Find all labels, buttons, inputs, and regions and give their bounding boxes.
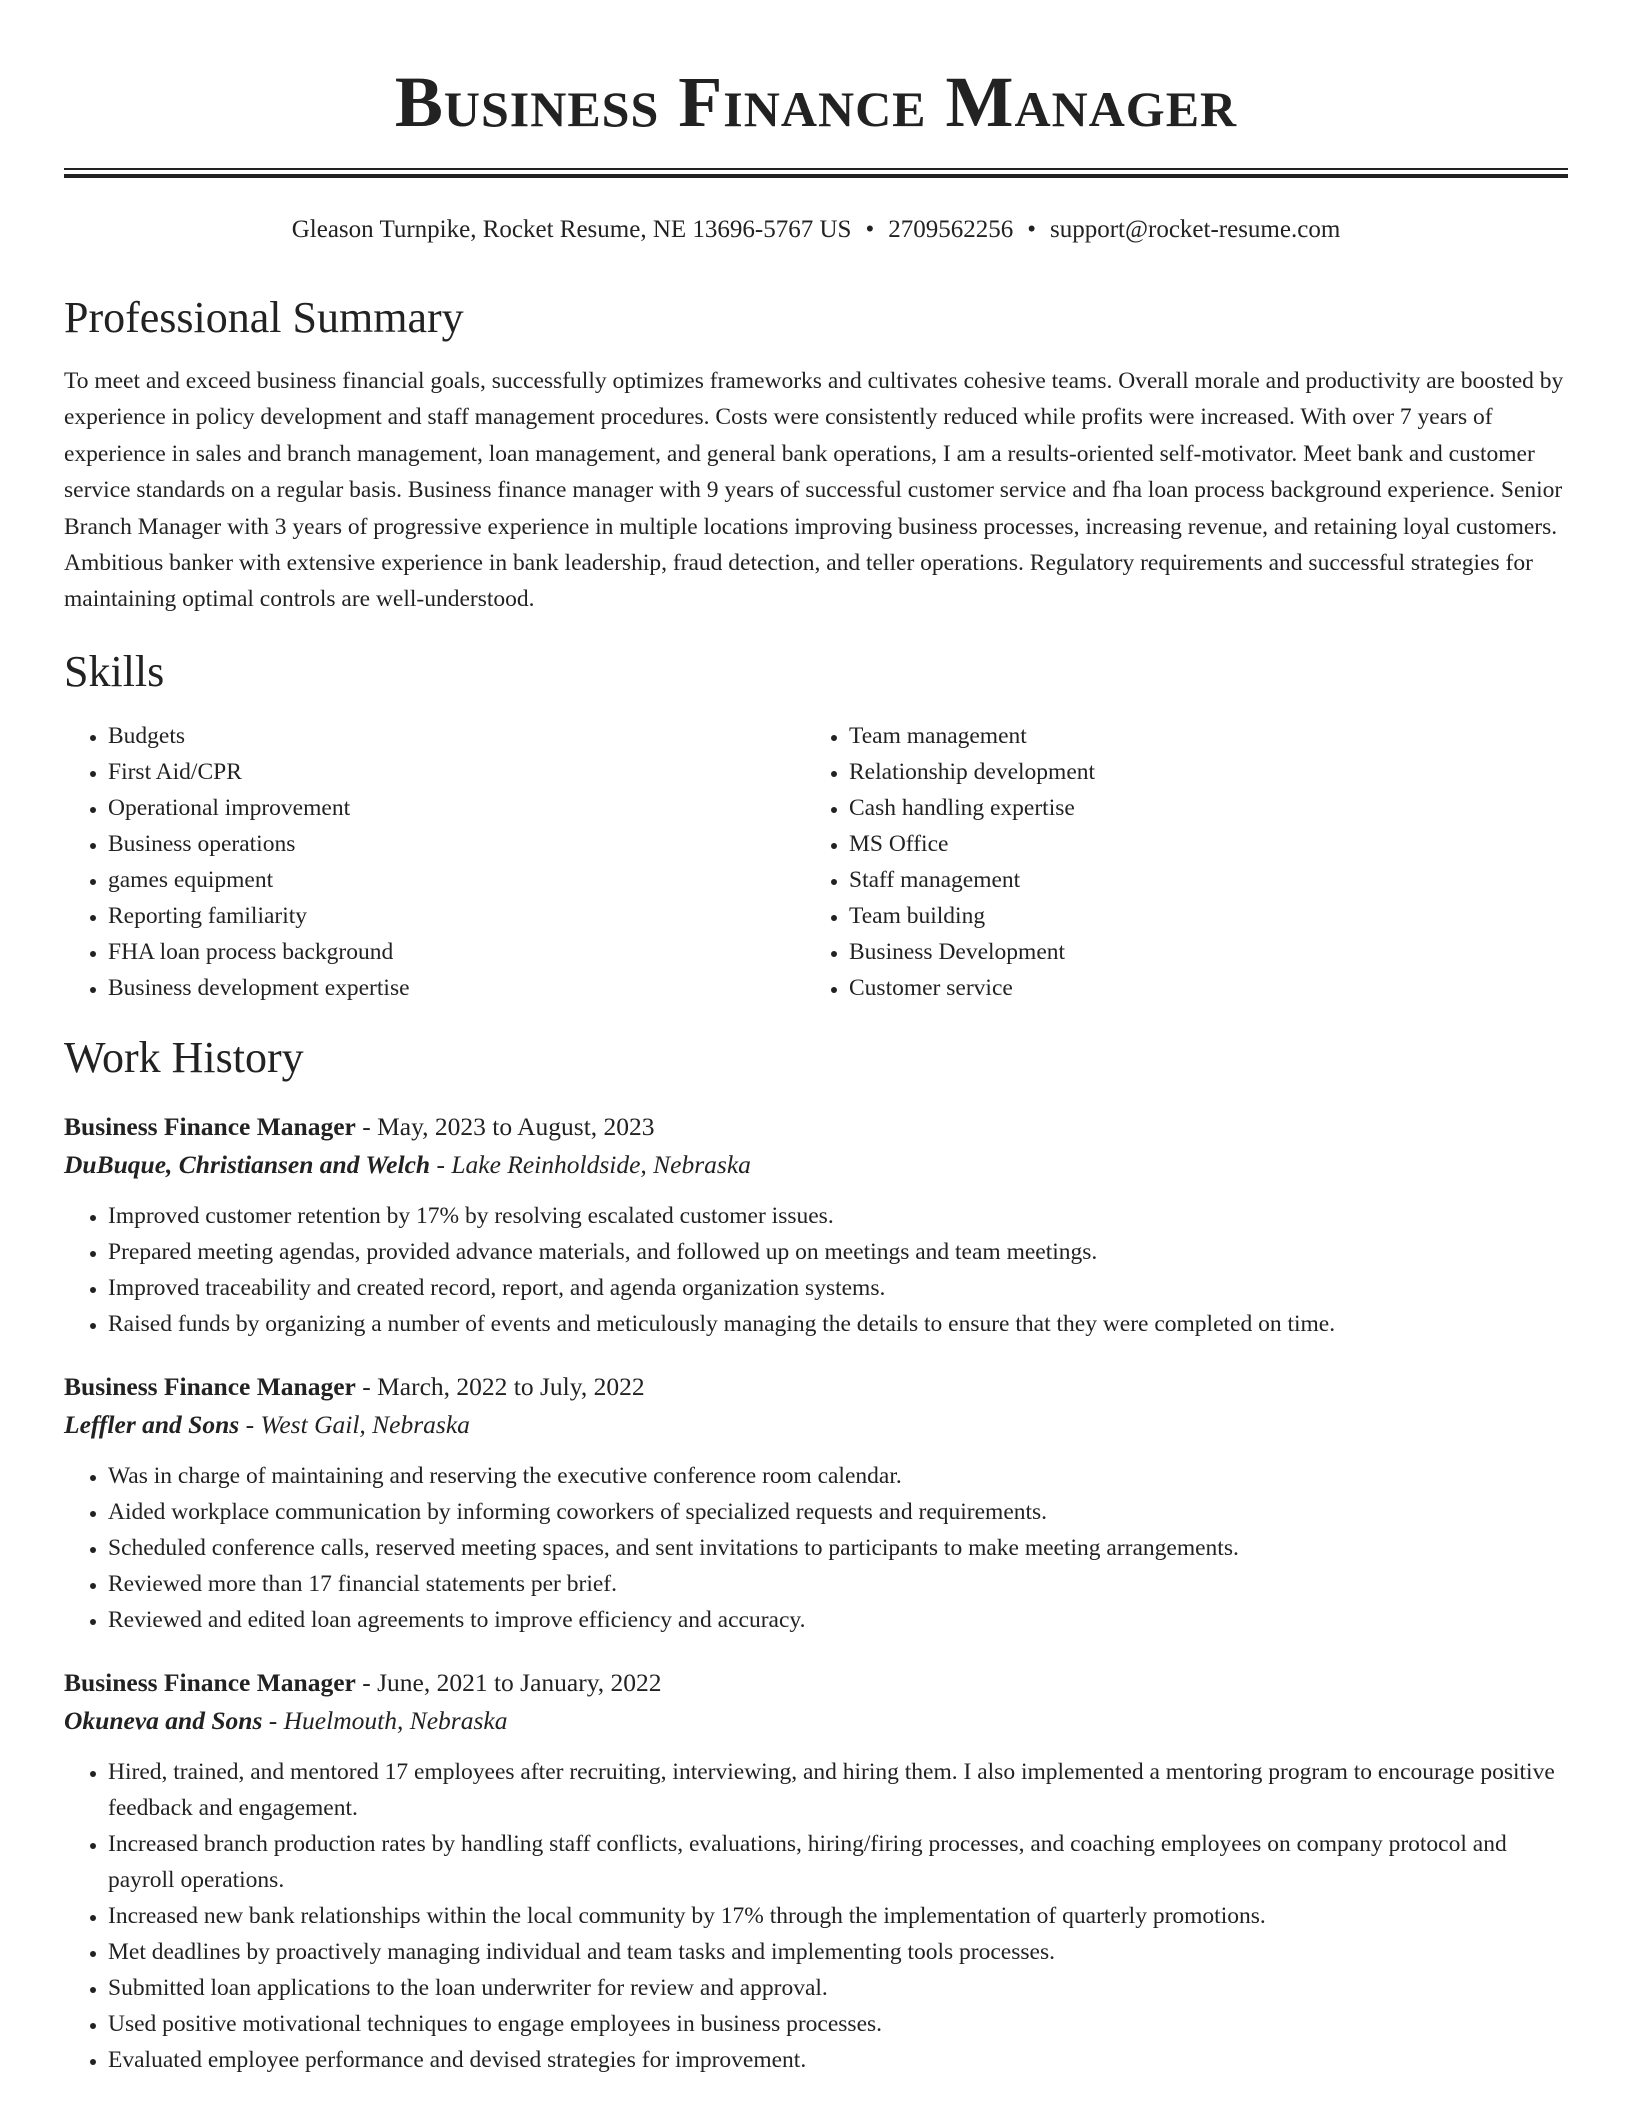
resume-page [64, 0, 1568, 2078]
job-location: - Lake Reinholdside, Nebraska [430, 1149, 751, 1179]
skill-item: • Team management [849, 718, 1546, 754]
job-bullet: • Increased new bank relationships within the local community by 17% through the implementation of quarterly promotions. [108, 1898, 1568, 1934]
contact-separator: • [865, 216, 875, 243]
job-bullet: • Raised funds by organizing a number of events and meticulously managing the details to ensure that they were completed on time. [108, 1306, 1568, 1342]
skill-item: • Operational improvement [108, 790, 805, 826]
job-title-line [64, 1664, 1568, 1702]
job-role: Business Finance Manager [64, 1667, 356, 1697]
job-company: Okuneva and Sons [64, 1705, 263, 1735]
skill-item: • games equipment [108, 862, 805, 898]
contact-address: Gleason Turnpike, Rocket Resume, NE 13696-5767 US [291, 216, 852, 243]
job-bullet: • Used positive motivational techniques to engage employees in business processes. [108, 2006, 1568, 2042]
job-company-line [64, 1406, 1568, 1444]
section-title-skills: Skills [64, 646, 165, 696]
job-bullet: • Met deadlines by proactively managing individual and team tasks and implementing tools processes. [108, 1934, 1568, 1970]
job-bullet: • Improved customer retention by 17% by resolving escalated customer issues. [108, 1198, 1568, 1234]
job-entry [64, 1664, 1568, 2078]
job-location: - West Gail, Nebraska [239, 1409, 470, 1439]
job-bullets [64, 1198, 1568, 1342]
contact-line [64, 214, 1568, 246]
job-bullet: • Improved traceability and created record, report, and agenda organization systems. [108, 1270, 1568, 1306]
job-bullet: • Evaluated employee performance and devised strategies for improvement. [108, 2042, 1568, 2078]
skill-item: • Cash handling expertise [849, 790, 1546, 826]
job-bullet: • Submitted loan applications to the loan underwriter for review and approval. [108, 1970, 1568, 2006]
job-title-line [64, 1368, 1568, 1406]
job-entry [64, 1108, 1568, 1342]
section-title-work-history: Work History [64, 1032, 304, 1082]
skill-item: • Business Development [849, 934, 1546, 970]
job-entry [64, 1368, 1568, 1638]
skill-item: • Staff management [849, 862, 1546, 898]
job-bullet: • Reviewed more than 17 financial statements per brief. [108, 1566, 1568, 1602]
skills-columns [64, 718, 1568, 1006]
skill-item: • Business development expertise [108, 970, 805, 1006]
job-bullet: • Aided workplace communication by informing coworkers of specialized requests and requirements. [108, 1494, 1568, 1530]
job-bullet: • Scheduled conference calls, reserved meeting spaces, and sent invitations to participants to make meeting arrangements. [108, 1530, 1568, 1566]
job-dates: - March, 2022 to July, 2022 [355, 1371, 645, 1401]
skill-item: • Team building [849, 898, 1546, 934]
job-company-line [64, 1146, 1568, 1184]
summary-text: To meet and exceed business financial goals, successfully optimizes frameworks and cultivates cohesive teams. Overall morale and productivity are boosted by experience in policy development and staff management procedures. Costs were consistently reduced while profits were increased. With over 7 years of experience in sales and branch management, loan management, and general bank operations, I am a results-oriented self-motivator. Meet bank and customer service standards on a regular basis. Business finance manager with 9 years of successful customer service and fha loan process background experience. Senior Branch Manager with 3 years of progressive experience in multiple locations improving business processes, increasing revenue, and retaining loyal customers. Ambitious banker with extensive experience in bank leadership, fraud detection, and teller operations. Regulatory requirements and successful strategies for maintaining optimal controls are well-understood. [64, 368, 1564, 613]
job-bullets [64, 1754, 1568, 2078]
job-bullet: • Was in charge of maintaining and reserving the executive conference room calendar. [108, 1458, 1568, 1494]
skill-item: • FHA loan process background [108, 934, 805, 970]
skill-item: • MS Office [849, 826, 1546, 862]
job-dates: - June, 2021 to January, 2022 [355, 1667, 662, 1697]
skill-item: • Relationship development [849, 754, 1546, 790]
skills-list-left [64, 718, 805, 1006]
skill-item: • Budgets [108, 718, 805, 754]
contact-separator: • [1027, 216, 1036, 243]
resume-name: Business Finance Manager [394, 62, 1238, 142]
contact-phone: 2709562256 [888, 216, 1014, 243]
skill-item: • Reporting familiarity [108, 898, 805, 934]
job-location: - Huelmouth, Nebraska [262, 1705, 508, 1735]
job-bullet: • Increased branch production rates by handling staff conflicts, evaluations, hiring/firing processes, and coaching employees on company protocol and payroll operations. [108, 1826, 1568, 1898]
job-role: Business Finance Manager [64, 1111, 356, 1141]
skill-item: • Business operations [108, 826, 805, 862]
job-dates: - May, 2023 to August, 2023 [355, 1111, 655, 1141]
job-bullets [64, 1458, 1568, 1638]
skills-list-right [805, 718, 1546, 1006]
job-role: Business Finance Manager [64, 1371, 356, 1401]
job-company-line [64, 1702, 1568, 1740]
job-bullet: • Reviewed and edited loan agreements to improve efficiency and accuracy. [108, 1602, 1568, 1638]
contact-email: support@rocket-resume.com [1049, 216, 1341, 243]
job-bullet: • Hired, trained, and mentored 17 employees after recruiting, interviewing, and hiring them. I also implemented a mentoring program to encourage positive feedback and engagement. [108, 1754, 1568, 1826]
job-title-line [64, 1108, 1568, 1146]
skill-item: • Customer service [849, 970, 1546, 1006]
job-company: DuBuque, Christiansen and Welch [64, 1149, 431, 1179]
job-company: Leffler and Sons [64, 1409, 240, 1439]
skill-item: • First Aid/CPR [108, 754, 805, 790]
job-bullet: • Prepared meeting agendas, provided advance materials, and followed up on meetings and team meetings. [108, 1234, 1568, 1270]
section-title-summary: Professional Summary [64, 293, 464, 342]
header-divider [64, 168, 1568, 178]
